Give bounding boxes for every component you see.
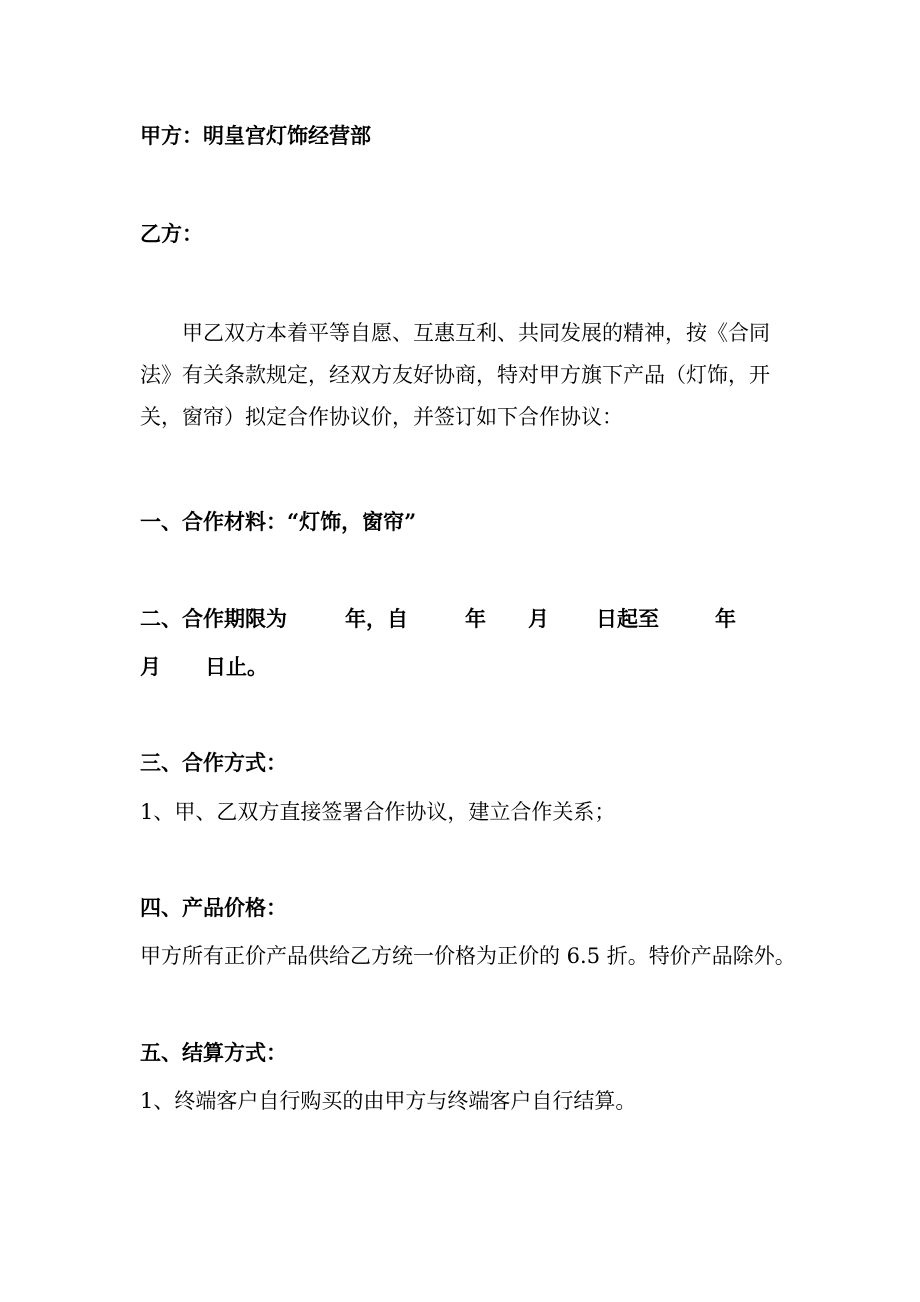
section1-title: 一、合作材料：“灯饰，窗帘”	[140, 509, 417, 534]
section2-start-month: 月	[528, 606, 549, 631]
section2-start-year: 年	[465, 606, 486, 631]
section2-end-month: 月	[140, 654, 161, 679]
party-b-line: 乙方：	[140, 221, 203, 246]
section2-prefix: 二、合作期限为	[140, 606, 287, 631]
section2-end-day: 日止。	[205, 654, 268, 679]
section2-start-day-to: 日起至	[596, 606, 659, 631]
section2-end-year: 年	[715, 606, 736, 631]
party-a-line: 甲方：明皇宫灯饰经营部	[140, 123, 371, 148]
section2-year-unit: 年，自	[345, 606, 408, 631]
section5-title: 五、结算方式：	[140, 1040, 287, 1065]
section3-item1: 1、甲、乙双方直接签署合作协议，建立合作关系；	[140, 800, 616, 824]
intro-paragraph: 甲乙双方本着平等自愿、互惠互利、共同发展的精神，按《合同法》有关条款规定，经双方友好协商，特对甲方旗下产品（灯饰，开关，窗帘）拟定合作协议价，并签订如下合作协议：	[140, 321, 770, 429]
section4-body: 甲方所有正价产品供给乙方统一价格为正价的 6.5 折。特价产品除外。	[140, 944, 796, 968]
section4-title: 四、产品价格：	[140, 895, 287, 920]
section3-title: 三、合作方式：	[140, 750, 287, 775]
section5-item1: 1、终端客户自行购买的由甲方与终端客户自行结算。	[140, 1089, 637, 1113]
